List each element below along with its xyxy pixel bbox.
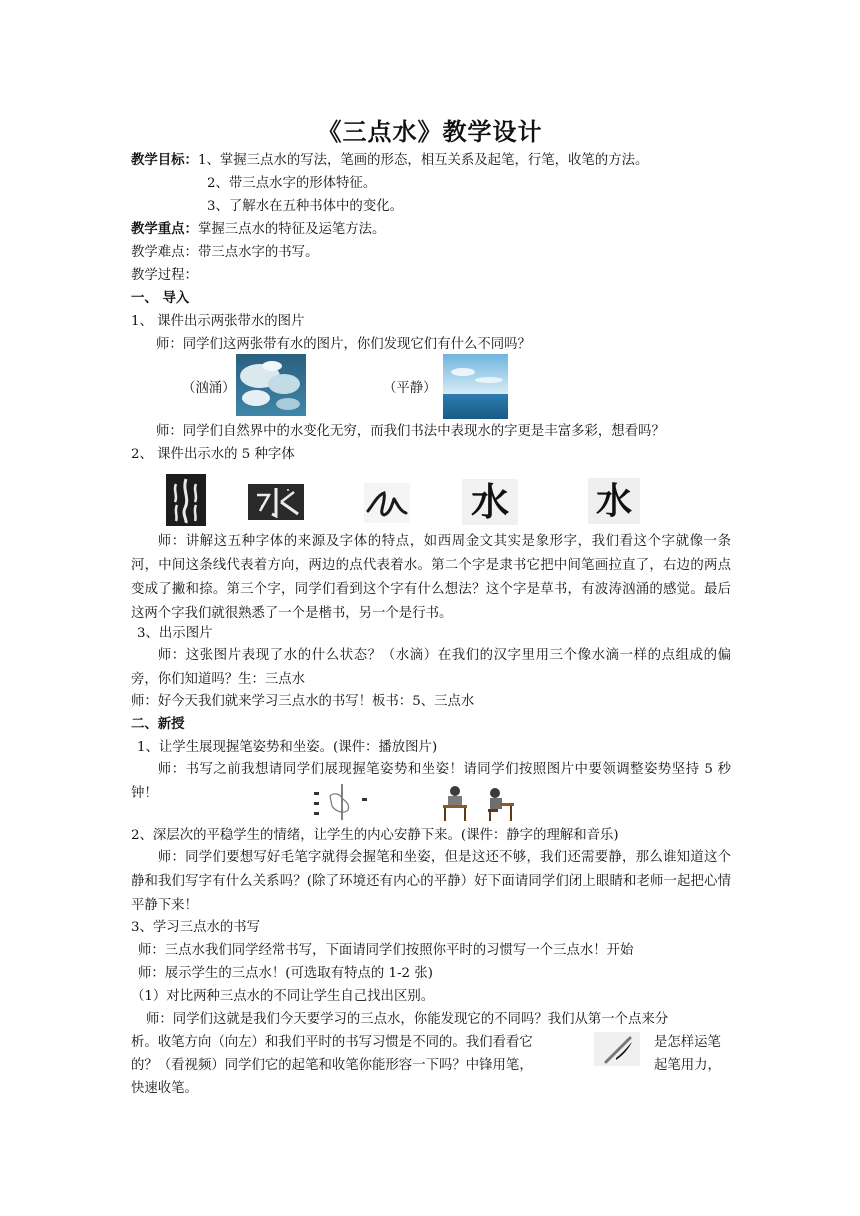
- s2-text-2: 师：同学们要想写好毛笔字就得会握笔和坐姿，但是这还不够，我们还需要静，那么谁知道这个静和我们写字有什么关系吗？(除了环境还有内心的平静）好下面请同学们闭上眼睛和老师一起把心情平静下来！: [131, 850, 731, 913]
- s2-text-1: 师：书写之前我想请同学们展现握笔姿势和坐姿！请同学们按照图片中要领调整姿势坚持 5 秒钟！: [131, 762, 731, 801]
- s2-item-2: 2、深层次的平稳学生的情绪，让学生的内心安静下来。(课件：静字的理解和音乐): [131, 828, 619, 843]
- key-point-label: 教学重点：: [131, 222, 198, 237]
- key-point-line: [131, 220, 385, 240]
- objective-line-1: [131, 151, 648, 171]
- brush-stroke-image: [594, 1032, 640, 1066]
- s1-text-3: 师：讲解这五种字体的来源及字体的特点，如西周金文其实是象形字，我们看这个字就像一条河，中间这条线代表着方向，两边的点代表着水。第二个字是隶书它把中间笔画拉直了，右边的两点变成了撇和捺。第三个字，同学们看到这个字有什么想法？这个字是草书，有波涛汹涌的感觉。最后这两个字我们就很熟悉了一个是楷书，另一个是行书。: [131, 534, 731, 621]
- s1-item-3: 3、出示图片: [137, 626, 213, 641]
- s2-text-4: 师：展示学生的三点水！(可选取有特点的 1-2 张): [138, 966, 433, 981]
- s2-item-1: 1、让学生展现握笔姿势和坐姿。(课件：播放图片): [137, 740, 438, 755]
- s1-text-5: 师：好今天我们就来学习三点水的书写！板书：5、三点水: [131, 694, 475, 709]
- section-1-heading: 一、 导入: [131, 291, 190, 306]
- calm-sea-image: [443, 354, 508, 419]
- surging-water-image: [236, 354, 306, 416]
- s1-item-1: 1、 课件出示两张带水的图片: [131, 314, 305, 329]
- sitting-posture-front-image: [440, 783, 470, 821]
- pen-grip-diagram: [308, 782, 370, 822]
- running-script-image: 水: [588, 478, 640, 524]
- s2-para-line-2b: 是怎样运笔: [654, 1035, 721, 1050]
- section-2-heading: 二、新授: [131, 717, 185, 732]
- label-surging: （汹涌）: [182, 381, 236, 396]
- s2-item-3: 3、学习三点水的书写: [131, 920, 261, 935]
- cursive-script-image: [364, 483, 410, 523]
- objective-2: 2、带三点水字的形体特征。: [207, 176, 377, 191]
- s2-text-3: 师：三点水我们同学经常书写，下面请同学们按照你平时的习惯写一个三点水！开始: [138, 943, 634, 958]
- difficulty-line: 教学难点：带三点水字的书写。: [131, 245, 319, 260]
- s2-para-line-1: 师：同学们这就是我们今天要学习的三点水，你能发现它的不同吗？我们从第一个点来分: [146, 1012, 669, 1027]
- s2-para-line-3a: 的？（看视频）同学们它的起笔和收笔你能形容一下吗？中锋用笔，: [131, 1058, 533, 1073]
- bronze-script-image: [166, 474, 206, 526]
- objective-3: 3、了解水在五种书体中的变化。: [207, 199, 403, 214]
- s2-text-5: （1）对比两种三点水的不同让学生自己找出区别。: [131, 989, 435, 1004]
- page-title: 《三点水》教学设计: [317, 118, 543, 146]
- s2-para-line-3b: 起笔用力，: [654, 1058, 721, 1073]
- objectives-label: 教学目标：: [131, 153, 198, 168]
- objective-1: 1、掌握三点水的写法，笔画的形态，相互关系及起笔，行笔，收笔的方法。: [197, 153, 649, 168]
- process-line: 教学过程：: [131, 268, 198, 283]
- sitting-posture-side-image: [482, 786, 514, 821]
- s1-item-2: 2、 课件出示水的 5 种字体: [131, 447, 295, 462]
- s2-para-line-4: 快速收笔。: [131, 1081, 198, 1096]
- clerical-script-image: [248, 484, 304, 520]
- regular-script-image: 水: [462, 479, 518, 525]
- key-point-text: 掌握三点水的特征及运笔方法。: [197, 222, 386, 237]
- s2-para-line-2a: 析。收笔方向（向左）和我们平时的书写习惯是不同的。我们看看它: [131, 1035, 533, 1050]
- label-calm: （平静）: [383, 381, 437, 396]
- s1-text-4: 师：这张图片表现了水的什么状态？（水滴）在我们的汉字里用三个像水滴一样的点组成的偏旁，你们知道吗？生：三点水: [131, 648, 731, 687]
- s1-text-2: 师：同学们自然界中的水变化无穷，而我们书法中表现水的字更是丰富多彩，想看吗？: [156, 424, 665, 439]
- s1-text-1: 师：同学们这两张带有水的图片，你们发现它们有什么不同吗？: [156, 337, 531, 352]
